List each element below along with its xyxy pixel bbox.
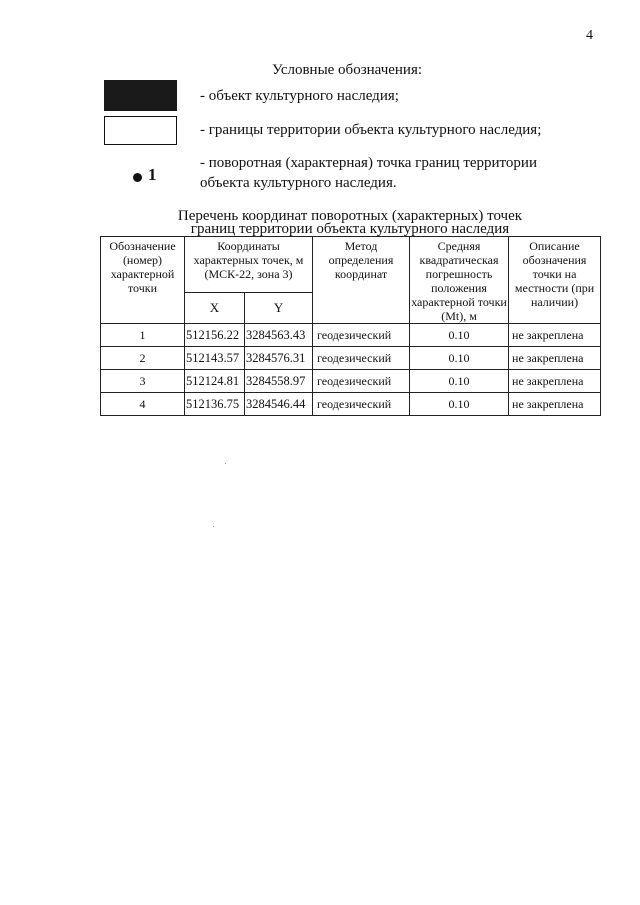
cell-x: 512156.22	[185, 324, 245, 347]
table-row	[101, 393, 601, 416]
table-row	[101, 347, 601, 370]
cell-method: геодезический	[313, 347, 410, 370]
cell-y: 3284558.97	[245, 370, 313, 393]
cell-method: геодезический	[313, 324, 410, 347]
cell-description: не закреплена	[509, 347, 601, 370]
cell-error: 0.10	[410, 324, 509, 347]
header-x: X	[185, 293, 245, 324]
cell-x: 512136.75	[185, 393, 245, 416]
cell-num: 2	[101, 347, 185, 370]
scan-speck	[225, 463, 226, 464]
heritage-object-swatch	[104, 80, 177, 111]
legend-title: Условные обозначения:	[272, 62, 423, 78]
cell-description: не закреплена	[509, 324, 601, 347]
cell-num: 3	[101, 370, 185, 393]
turning-point-dot-icon	[133, 173, 142, 182]
territory-boundary-swatch	[104, 116, 177, 145]
cell-x: 512143.57	[185, 347, 245, 370]
cell-error: 0.10	[410, 393, 509, 416]
page-number: 4	[586, 28, 593, 43]
header-error: Средняя квадратическая погрешность положения характерной точки (Mt), м	[410, 237, 509, 324]
header-designation: Обозначение (номер) характерной точки	[101, 237, 185, 324]
cell-description: не закреплена	[509, 393, 601, 416]
turning-point-label: 1	[148, 165, 157, 184]
table-title	[100, 210, 600, 236]
coordinates-table	[100, 236, 601, 416]
header-description: Описание обозначения точки на местности (при наличии)	[509, 237, 601, 324]
cell-num: 1	[101, 324, 185, 347]
header-coordinates: Координаты характерных точек, м (МСК-22, зона 3)	[185, 237, 313, 293]
header-y: Y	[245, 293, 313, 324]
cell-error: 0.10	[410, 347, 509, 370]
table-title-line2: границ территории объекта культурного наследия	[190, 221, 510, 237]
scan-speck	[213, 526, 214, 527]
table-row	[101, 324, 601, 347]
cell-method: геодезический	[313, 370, 410, 393]
cell-x: 512124.81	[185, 370, 245, 393]
header-method: Метод определения координат	[313, 237, 410, 324]
cell-y: 3284563.43	[245, 324, 313, 347]
table-row	[101, 370, 601, 393]
legend-item-territory-boundary: - границы территории объекта культурного наследия;	[200, 122, 542, 138]
cell-y: 3284546.44	[245, 393, 313, 416]
legend-item-heritage-object: - объект культурного наследия;	[200, 88, 399, 104]
legend-item-turning-point: - поворотная (характерная) точка границ территории объекта культурного наследия.	[200, 155, 537, 191]
cell-method: геодезический	[313, 393, 410, 416]
table-title-line1: Перечень координат поворотных (характерных) точек	[177, 208, 523, 224]
cell-y: 3284576.31	[245, 347, 313, 370]
cell-num: 4	[101, 393, 185, 416]
cell-description: не закреплена	[509, 370, 601, 393]
cell-error: 0.10	[410, 370, 509, 393]
